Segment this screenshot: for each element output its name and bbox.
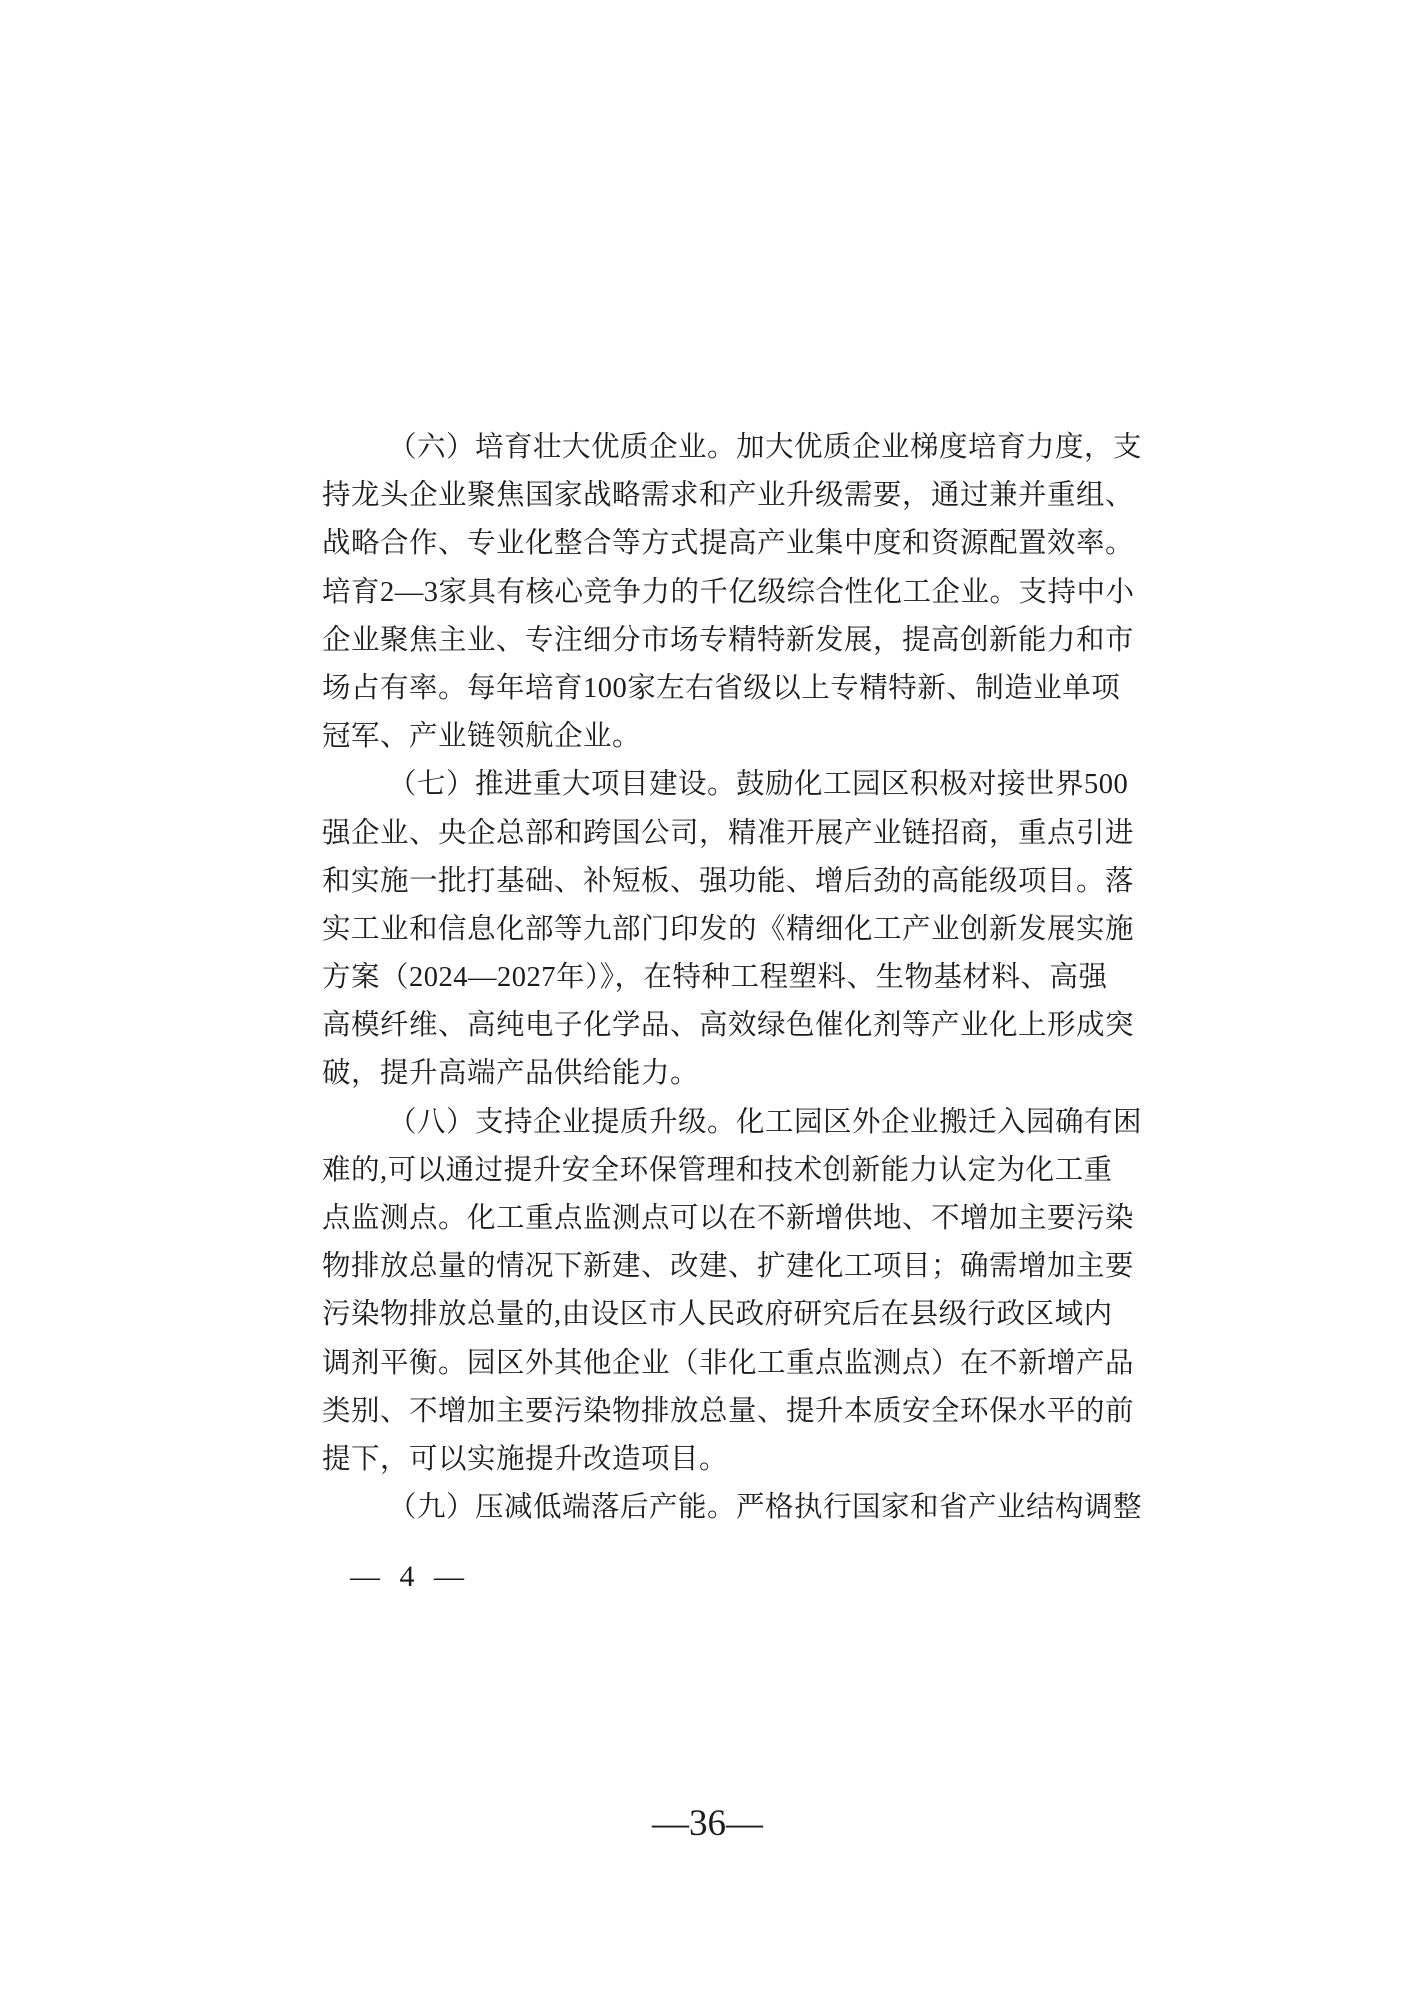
text-line: 类别、不增加主要污染物排放总量、提升本质安全环保水平的前 — [322, 1395, 1135, 1427]
text-line: 破，提升高端产品供给能力。 — [322, 1058, 700, 1090]
text-line: 方案（2024—2027年）》，在特种工程塑料、生物基材料、高强 — [322, 962, 1108, 994]
paragraph — [322, 761, 1135, 1098]
text-line: （九）压减低端落后产能。严格执行国家和省产业结构调整 — [388, 1492, 1143, 1524]
text-line: 和实施一批打基础、补短板、强功能、增后劲的高能级项目。落 — [322, 865, 1135, 897]
text-line: 实工业和信息化部等九部门印发的《精细化工产业创新发展实施 — [322, 913, 1135, 945]
paragraph — [322, 1099, 1143, 1485]
paragraph — [322, 424, 1143, 761]
text-line: 物排放总量的情况下新建、改建、扩建化工项目；确需增加主要 — [322, 1251, 1135, 1283]
text-line: （六）培育壮大优质企业。加大优质企业梯度培育力度，支 — [388, 432, 1143, 463]
footer-page-number: —36— — [652, 1803, 763, 1844]
text-line: （八）支持企业提质升级。化工园区外企业搬迁入园确有困 — [388, 1106, 1143, 1138]
text-line: 提下，可以实施提升改造项目。 — [322, 1443, 729, 1475]
text-line: 冠军、产业链领航企业。 — [322, 721, 642, 753]
paragraph — [322, 1484, 1143, 1532]
text-line: 强企业、央企总部和跨国公司，精准开展产业链招商，重点引进 — [322, 817, 1135, 849]
text-line: 培育2—3家具有核心竞争力的千亿级综合性化工企业。支持中小 — [322, 576, 1135, 608]
text-line: 污染物排放总量的,由设区市人民政府研究后在县级行政区域内 — [322, 1299, 1113, 1331]
text-line: 高模纤维、高纯电子化学品、高效绿色催化剂等产业化上形成突 — [322, 1010, 1135, 1042]
text-line: （七）推进重大项目建设。鼓励化工园区积极对接世界500 — [388, 769, 1129, 801]
document-body — [322, 424, 1143, 1532]
text-line: 持龙头企业聚焦国家战略需求和产业升级需要，通过兼并重组、 — [322, 480, 1135, 512]
text-line: 调剂平衡。园区外其他企业（非化工重点监测点）在不新增产品 — [322, 1347, 1135, 1379]
text-line: 场占有率。每年培育100家左右省级以上专精特新、制造业单项 — [322, 672, 1121, 704]
text-line: 点监测点。化工重点监测点可以在不新增供地、不增加主要污染 — [322, 1203, 1135, 1234]
text-line: 企业聚焦主业、专注细分市场专精特新发展，提高创新能力和市 — [322, 624, 1135, 656]
text-line: 战略合作、专业化整合等方式提高产业集中度和资源配置效率。 — [322, 528, 1135, 560]
inner-page-number: — 4 — — [350, 1560, 470, 1593]
text-line: 难的,可以通过提升安全环保管理和技术创新能力认定为化工重 — [322, 1154, 1113, 1186]
